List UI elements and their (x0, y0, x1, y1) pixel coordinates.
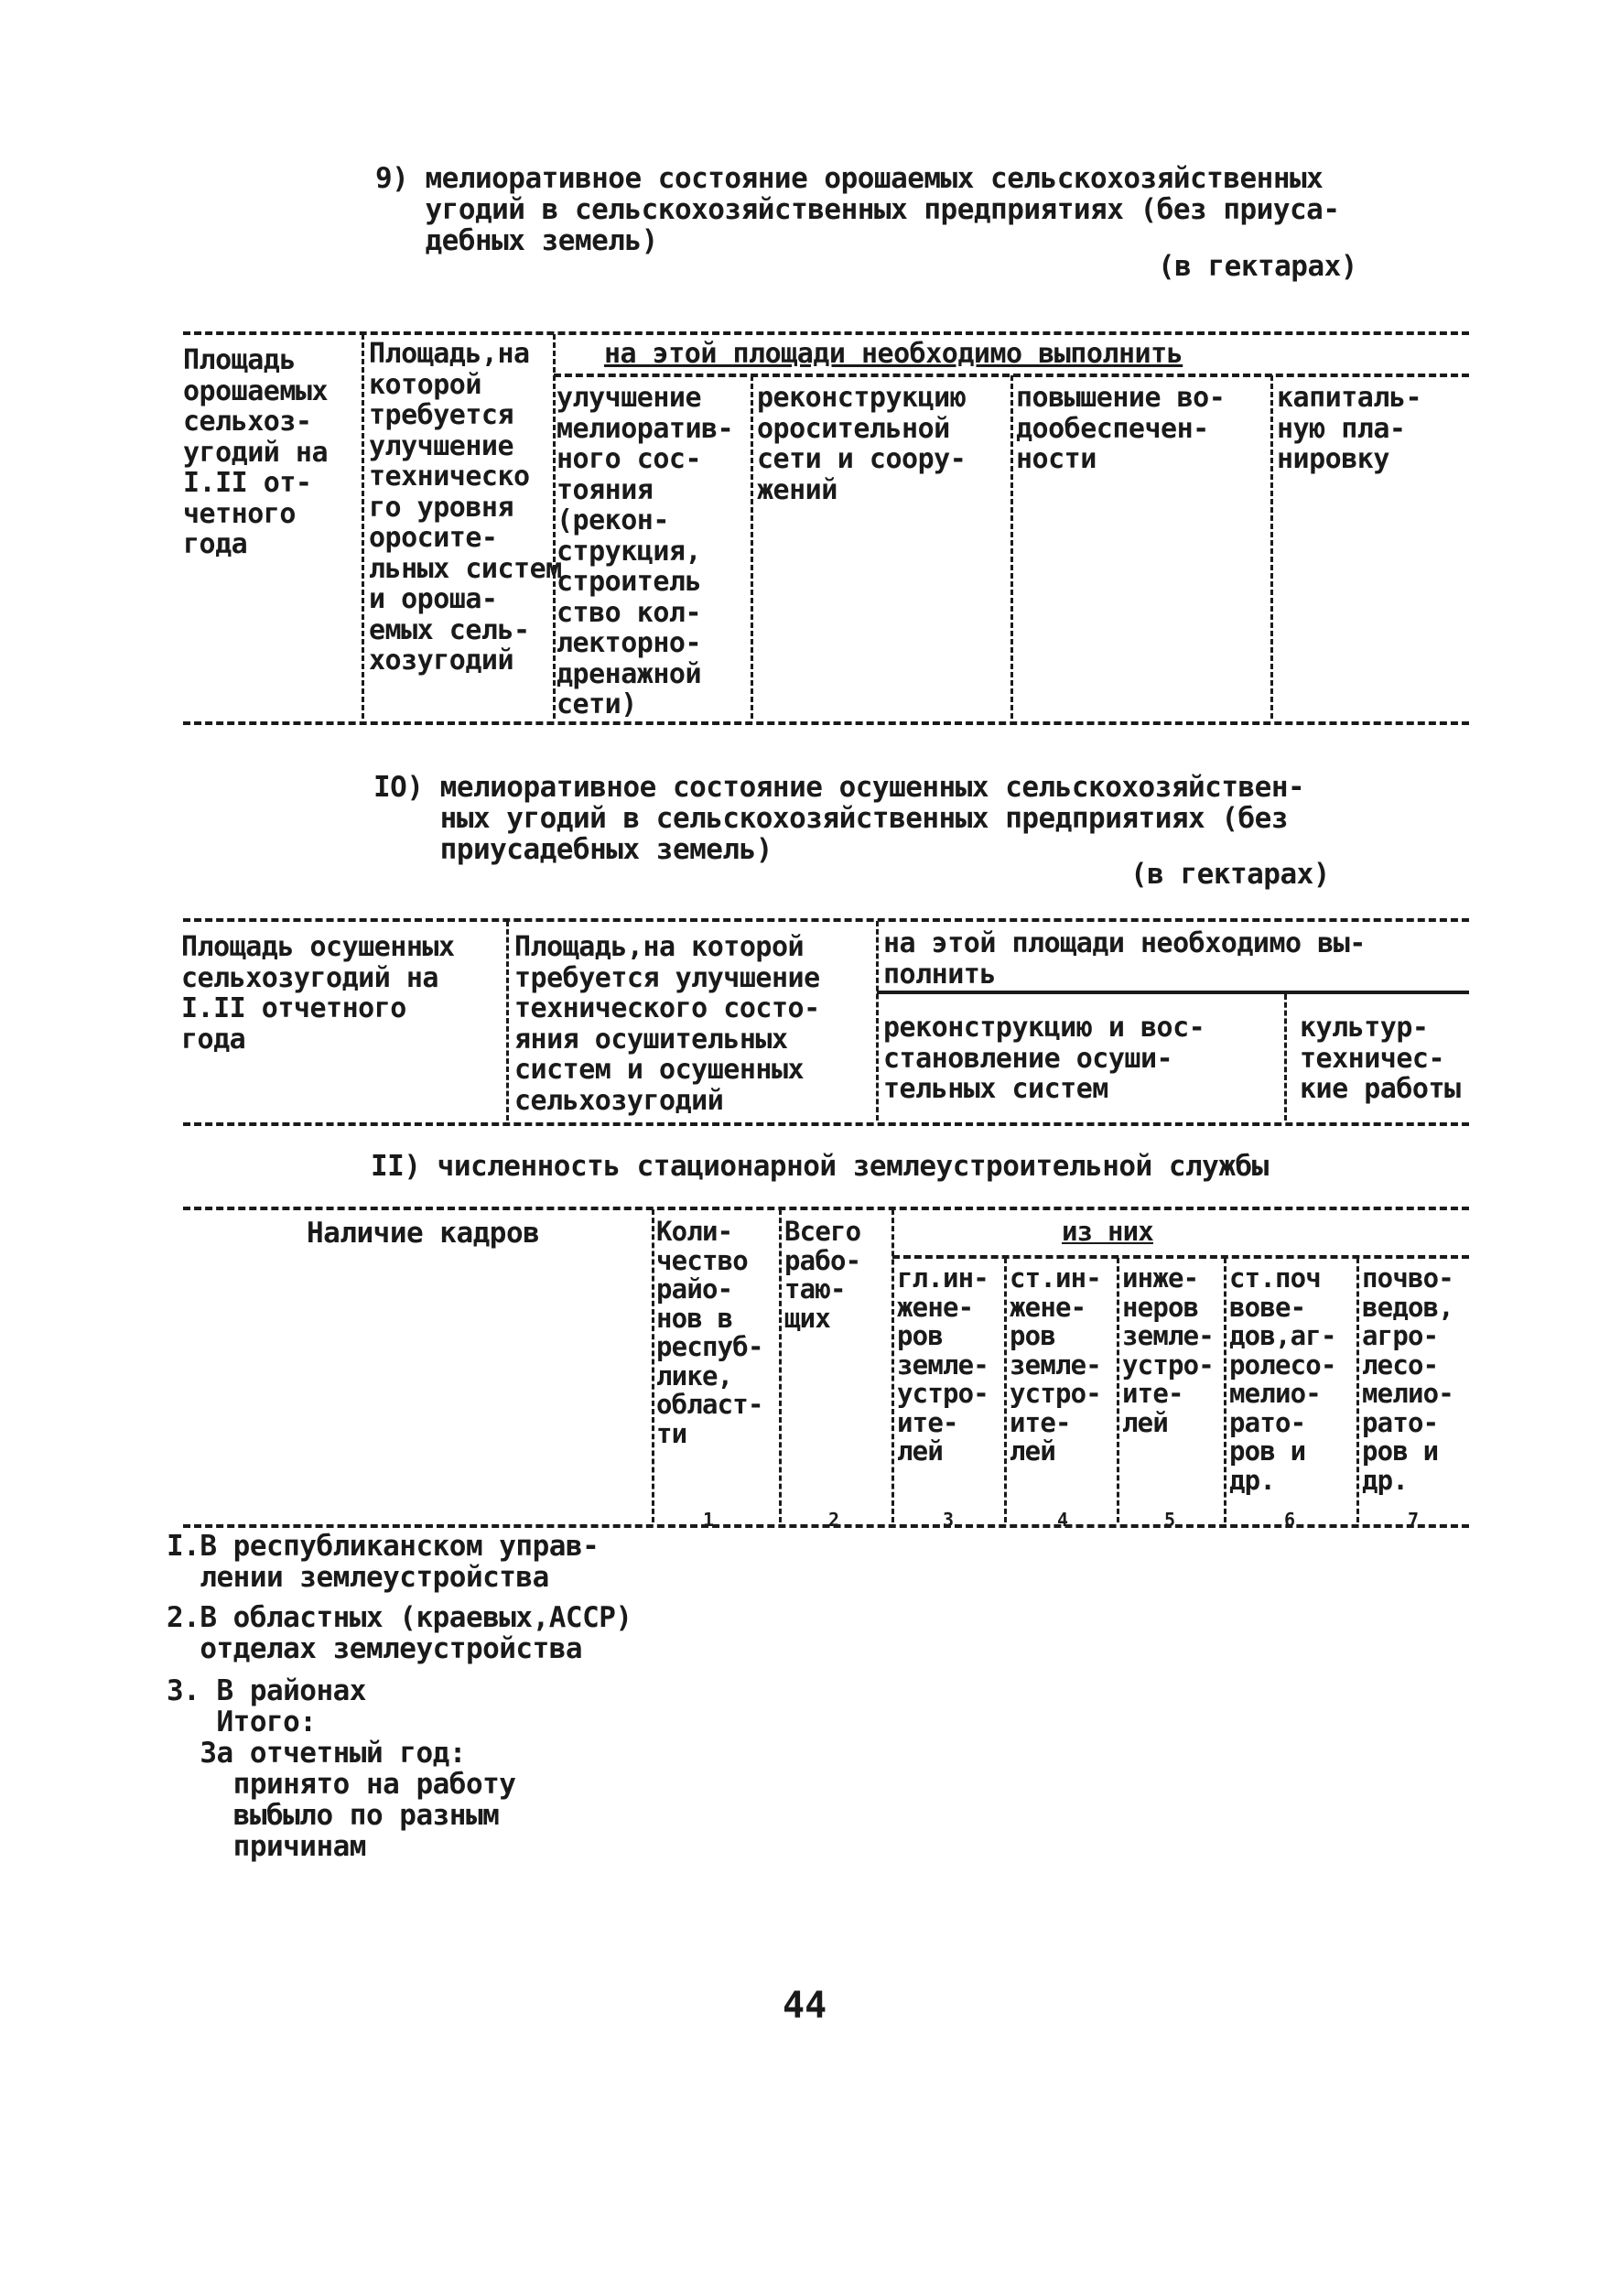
section10-group-header: на этой площади необходимо вы- полнить (883, 927, 1366, 991)
section11-col-total-workers: Всего рабо- таю- щих (784, 1216, 861, 1334)
section11-sub-senior-engineers: ст.ин- жене- ров земле- устро- ите- лей (1010, 1262, 1101, 1467)
section11-col-number: 3 (943, 1509, 955, 1531)
section10-col-divider (506, 921, 509, 1121)
section11-col-number: 7 (1408, 1509, 1420, 1531)
section11-col-number: 6 (1284, 1509, 1296, 1531)
section9-group-header: на этой площади необходимо выполнить (604, 338, 1183, 370)
section11-col-divider (1117, 1258, 1119, 1522)
section11-col-number: 4 (1057, 1509, 1069, 1531)
section10-col-divider (1284, 994, 1287, 1121)
section11-row-reporting-year: За отчетный год: принято на работу выбыло по разным причинам (200, 1737, 516, 1863)
section11-group-header: из них (1062, 1216, 1153, 1247)
page-number: 44 (783, 1985, 827, 2027)
section11-sub-chief-engineers: гл.ин- жене- ров земле- устро- ите- лей (897, 1262, 989, 1467)
section11-col-divider (891, 1209, 894, 1522)
section9-sub-water-supply: повышение во- дообеспечен- ности (1016, 382, 1226, 475)
section9-col-divider (751, 375, 753, 719)
section11-sub-senior-soil-scientists: ст.поч вове- дов,аг- ролесо- мелио- рато- ров и др. (1229, 1262, 1336, 1496)
section9-unit: (в гектарах) (1158, 250, 1357, 283)
section9-table-top-border (183, 331, 1469, 335)
section9-col-divider (362, 334, 364, 719)
section11-col-divider (1356, 1258, 1359, 1522)
section11-table-top-border (183, 1207, 1469, 1210)
section11-col-divider (652, 1209, 654, 1522)
section10-table-bottom-border (183, 1122, 1469, 1126)
section11-col-count-regions: Коли- чество райо- нов в респуб- лике, област- ти (656, 1216, 763, 1449)
section11-row-regions: 2.В областных (краевых,АССР) отделах землеустройства (167, 1601, 632, 1665)
section10-unit: (в гектарах) (1130, 858, 1330, 891)
section10-col-area-drained: Площадь осушенных сельхозугодий на I.II отчетного года (181, 931, 455, 1056)
section11-number-row-border (183, 1524, 1469, 1528)
section9-sub-improvement: улучшение мелиоратив- ного сос- тояния (рекон- струкция, строитель ство кол- лекторно- дренажной сети) (556, 382, 734, 720)
section11-col-staff: Наличие кадров (307, 1217, 540, 1250)
section11-col-number: 5 (1164, 1509, 1176, 1531)
section10-sub-reconstruction: реконструкцию и вос- становление осуши- тельных систем (883, 1012, 1205, 1105)
section10-subheader-border (877, 991, 1469, 994)
section10-table-top-border (183, 918, 1469, 922)
section10-col-divider (876, 921, 879, 1121)
section9-col-divider (1270, 375, 1273, 719)
section11-sub-engineers: инже- неров земле- устро- ите- лей (1122, 1262, 1214, 1438)
section10-col-area-needing: Площадь,на которой требуется улучшение технического состо- яния осушительных систем и осушенных сельхозугодий (514, 931, 820, 1117)
section9-sub-reconstruction: реконструкцию оросительной сети и соору- жений (757, 382, 967, 506)
section9-table-bottom-border (183, 721, 1469, 725)
section11-col-divider (1224, 1258, 1226, 1522)
section11-col-number: 2 (828, 1509, 840, 1531)
section11-sub-soil-scientists: почво- ведов, агро- лесо- мелио- рато- ров и др. (1362, 1262, 1453, 1496)
section11-col-divider (1004, 1258, 1007, 1522)
section11-row-republic: I.В республиканском управ- лении землеустройства (167, 1530, 600, 1594)
section11-subheader-border (892, 1255, 1469, 1259)
section9-sub-levelling: капиталь- ную пла- нировку (1277, 382, 1422, 475)
section11-col-number: 1 (703, 1509, 715, 1531)
section10-heading: IO) мелиоративное состояние осушенных сельскохозяйствен- ных угодий в сельскохозяйственных предприятиях (без приусадебных земель) (373, 771, 1305, 866)
section11-col-divider (779, 1209, 782, 1522)
section11-row-districts: 3. В районах Итого: (167, 1674, 366, 1738)
section10-sub-cultural-works: культур- техничес- кие работы (1300, 1012, 1461, 1105)
section9-col-divider (1010, 375, 1013, 719)
section9-col-area-irrigated: Площадь орошаемых сельхоз- угодий на I.II от- четного года (183, 344, 329, 560)
section9-col-area-needing: Площадь,на которой требуется улучшение техническо го уровня оросите- льных систем и ороша- емых сель- хозугодий (369, 338, 562, 677)
section11-heading: II) численность стационарной землеустроительной службы (371, 1150, 1269, 1183)
section9-heading: 9) мелиоративное состояние орошаемых сельскохозяйственных угодий в сельскохозяйственных предприятиях (без приуса- дебных земель) (375, 162, 1340, 257)
